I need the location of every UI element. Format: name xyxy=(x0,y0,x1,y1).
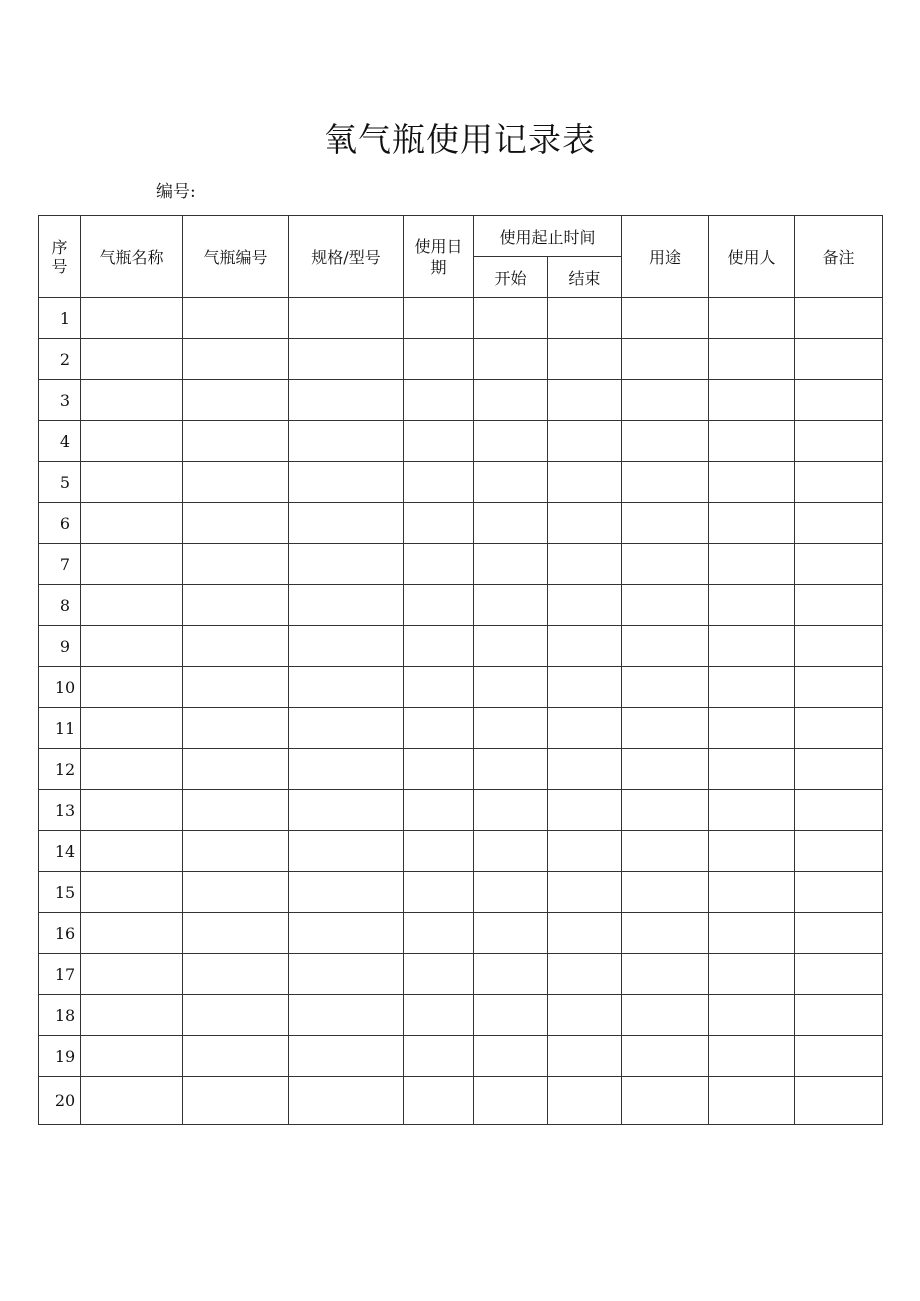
cell-cylinder-name[interactable] xyxy=(81,708,183,749)
cell-start-time[interactable] xyxy=(474,421,548,462)
cell-use-date[interactable] xyxy=(404,790,474,831)
cell-start-time[interactable] xyxy=(474,1036,548,1077)
cell-end-time[interactable] xyxy=(548,708,622,749)
cell-purpose[interactable] xyxy=(622,708,709,749)
cell-remarks[interactable] xyxy=(795,749,883,790)
cell-use-date[interactable] xyxy=(404,954,474,995)
cell-remarks[interactable] xyxy=(795,503,883,544)
cell-purpose[interactable] xyxy=(622,749,709,790)
cell-start-time[interactable] xyxy=(474,380,548,421)
table-row xyxy=(39,708,883,749)
cell-end-time[interactable] xyxy=(548,1077,622,1125)
cell-cylinder-number[interactable] xyxy=(183,626,289,667)
cell-user[interactable] xyxy=(709,790,795,831)
cell-end-time[interactable] xyxy=(548,339,622,380)
header-spec-model: 规格/型号 xyxy=(289,216,404,298)
cell-purpose[interactable] xyxy=(622,503,709,544)
cell-end-time[interactable] xyxy=(548,462,622,503)
cell-user[interactable] xyxy=(709,544,795,585)
cell-cylinder-name[interactable] xyxy=(81,1036,183,1077)
cell-remarks[interactable] xyxy=(795,298,883,339)
cell-cylinder-number[interactable] xyxy=(183,585,289,626)
cell-spec-model[interactable] xyxy=(289,462,404,503)
row-number: 13 xyxy=(39,790,81,831)
cell-purpose[interactable] xyxy=(622,667,709,708)
cell-purpose[interactable] xyxy=(622,1077,709,1125)
header-user: 使用人 xyxy=(709,216,795,298)
table-row xyxy=(39,626,883,667)
cell-cylinder-name[interactable] xyxy=(81,585,183,626)
row-number: 17 xyxy=(39,954,81,995)
cell-use-date[interactable] xyxy=(404,585,474,626)
table-row xyxy=(39,954,883,995)
cell-remarks[interactable] xyxy=(795,585,883,626)
cell-remarks[interactable] xyxy=(795,544,883,585)
cell-user[interactable] xyxy=(709,708,795,749)
header-use-date: 使用日期 xyxy=(404,216,474,298)
cell-cylinder-number[interactable] xyxy=(183,831,289,872)
cell-spec-model[interactable] xyxy=(289,995,404,1036)
cell-use-date[interactable] xyxy=(404,380,474,421)
cell-cylinder-name[interactable] xyxy=(81,954,183,995)
cell-end-time[interactable] xyxy=(548,913,622,954)
cell-cylinder-name[interactable] xyxy=(81,913,183,954)
cell-remarks[interactable] xyxy=(795,380,883,421)
cell-purpose[interactable] xyxy=(622,544,709,585)
table-row xyxy=(39,585,883,626)
cell-remarks[interactable] xyxy=(795,790,883,831)
header-cylinder-name: 气瓶名称 xyxy=(81,216,183,298)
cell-spec-model[interactable] xyxy=(289,503,404,544)
cell-purpose[interactable] xyxy=(622,995,709,1036)
cell-end-time[interactable] xyxy=(548,421,622,462)
cell-use-date[interactable] xyxy=(404,503,474,544)
cell-cylinder-name[interactable] xyxy=(81,339,183,380)
cell-start-time[interactable] xyxy=(474,831,548,872)
header-start: 开始 xyxy=(474,257,548,298)
cell-spec-model[interactable] xyxy=(289,872,404,913)
row-number: 20 xyxy=(39,1077,81,1125)
cell-cylinder-name[interactable] xyxy=(81,462,183,503)
cell-user[interactable] xyxy=(709,749,795,790)
cell-purpose[interactable] xyxy=(622,626,709,667)
cell-start-time[interactable] xyxy=(474,913,548,954)
cell-end-time[interactable] xyxy=(548,298,622,339)
cell-cylinder-number[interactable] xyxy=(183,995,289,1036)
cell-start-time[interactable] xyxy=(474,667,548,708)
cell-end-time[interactable] xyxy=(548,749,622,790)
cell-cylinder-number[interactable] xyxy=(183,872,289,913)
header-purpose: 用途 xyxy=(622,216,709,298)
row-number: 6 xyxy=(39,503,81,544)
cell-user[interactable] xyxy=(709,872,795,913)
cell-use-date[interactable] xyxy=(404,626,474,667)
cell-spec-model[interactable] xyxy=(289,421,404,462)
cell-start-time[interactable] xyxy=(474,503,548,544)
cell-remarks[interactable] xyxy=(795,954,883,995)
cell-start-time[interactable] xyxy=(474,749,548,790)
cell-cylinder-number[interactable] xyxy=(183,749,289,790)
cell-remarks[interactable] xyxy=(795,872,883,913)
cell-remarks[interactable] xyxy=(795,626,883,667)
cell-spec-model[interactable] xyxy=(289,708,404,749)
table-row xyxy=(39,380,883,421)
table-header xyxy=(39,216,883,298)
cell-spec-model[interactable] xyxy=(289,585,404,626)
cell-cylinder-name[interactable] xyxy=(81,1077,183,1125)
cell-cylinder-number[interactable] xyxy=(183,954,289,995)
table-row xyxy=(39,544,883,585)
cell-cylinder-number[interactable] xyxy=(183,503,289,544)
cell-remarks[interactable] xyxy=(795,462,883,503)
header-cylinder-number: 气瓶编号 xyxy=(183,216,289,298)
cell-spec-model[interactable] xyxy=(289,831,404,872)
cell-end-time[interactable] xyxy=(548,831,622,872)
cell-remarks[interactable] xyxy=(795,1077,883,1125)
cell-purpose[interactable] xyxy=(622,913,709,954)
cell-user[interactable] xyxy=(709,1036,795,1077)
table-row xyxy=(39,790,883,831)
cell-start-time[interactable] xyxy=(474,995,548,1036)
cell-start-time[interactable] xyxy=(474,872,548,913)
cell-purpose[interactable] xyxy=(622,831,709,872)
row-number: 11 xyxy=(39,708,81,749)
cell-cylinder-number[interactable] xyxy=(183,380,289,421)
cell-user[interactable] xyxy=(709,831,795,872)
table-row xyxy=(39,995,883,1036)
cell-cylinder-name[interactable] xyxy=(81,626,183,667)
table-row xyxy=(39,421,883,462)
cell-cylinder-name[interactable] xyxy=(81,544,183,585)
cell-cylinder-name[interactable] xyxy=(81,503,183,544)
cell-use-date[interactable] xyxy=(404,667,474,708)
row-number: 2 xyxy=(39,339,81,380)
cell-spec-model[interactable] xyxy=(289,380,404,421)
cell-spec-model[interactable] xyxy=(289,954,404,995)
table-row xyxy=(39,1077,883,1125)
row-number: 5 xyxy=(39,462,81,503)
cell-end-time[interactable] xyxy=(548,667,622,708)
cell-use-date[interactable] xyxy=(404,831,474,872)
page-title: 氧气瓶使用记录表 xyxy=(324,120,596,159)
row-number: 7 xyxy=(39,544,81,585)
cell-user[interactable] xyxy=(709,462,795,503)
cell-end-time[interactable] xyxy=(548,544,622,585)
cell-use-date[interactable] xyxy=(404,1077,474,1125)
cell-spec-model[interactable] xyxy=(289,544,404,585)
cell-remarks[interactable] xyxy=(795,995,883,1036)
cell-spec-model[interactable] xyxy=(289,790,404,831)
cell-user[interactable] xyxy=(709,298,795,339)
cell-spec-model[interactable] xyxy=(289,749,404,790)
doc-number-label: 编号: xyxy=(156,182,196,202)
cell-use-date[interactable] xyxy=(404,462,474,503)
cell-purpose[interactable] xyxy=(622,872,709,913)
cell-purpose[interactable] xyxy=(622,380,709,421)
cell-remarks[interactable] xyxy=(795,831,883,872)
cell-remarks[interactable] xyxy=(795,708,883,749)
table-row xyxy=(39,339,883,380)
cell-user[interactable] xyxy=(709,667,795,708)
cell-use-date[interactable] xyxy=(404,913,474,954)
cell-end-time[interactable] xyxy=(548,954,622,995)
table-row xyxy=(39,749,883,790)
cell-remarks[interactable] xyxy=(795,1036,883,1077)
cell-end-time[interactable] xyxy=(548,995,622,1036)
cell-cylinder-number[interactable] xyxy=(183,790,289,831)
row-number: 16 xyxy=(39,913,81,954)
cell-start-time[interactable] xyxy=(474,462,548,503)
cell-user[interactable] xyxy=(709,954,795,995)
cell-remarks[interactable] xyxy=(795,913,883,954)
cell-cylinder-number[interactable] xyxy=(183,421,289,462)
cell-purpose[interactable] xyxy=(622,790,709,831)
cell-cylinder-name[interactable] xyxy=(81,380,183,421)
cell-cylinder-number[interactable] xyxy=(183,339,289,380)
row-number: 15 xyxy=(39,872,81,913)
row-number: 4 xyxy=(39,421,81,462)
table-row xyxy=(39,1036,883,1077)
cell-use-date[interactable] xyxy=(404,995,474,1036)
cell-spec-model[interactable] xyxy=(289,339,404,380)
cell-cylinder-number[interactable] xyxy=(183,1036,289,1077)
cell-cylinder-number[interactable] xyxy=(183,462,289,503)
cell-end-time[interactable] xyxy=(548,380,622,421)
table-row xyxy=(39,298,883,339)
cell-purpose[interactable] xyxy=(622,954,709,995)
cell-purpose[interactable] xyxy=(622,1036,709,1077)
header-time-range: 使用起止时间 xyxy=(474,216,622,257)
cell-user[interactable] xyxy=(709,913,795,954)
row-number: 10 xyxy=(39,667,81,708)
cell-purpose[interactable] xyxy=(622,339,709,380)
row-number: 12 xyxy=(39,749,81,790)
table-row xyxy=(39,503,883,544)
cell-end-time[interactable] xyxy=(548,626,622,667)
cell-spec-model[interactable] xyxy=(289,913,404,954)
cell-purpose[interactable] xyxy=(622,585,709,626)
table-row xyxy=(39,872,883,913)
cell-user[interactable] xyxy=(709,380,795,421)
table-row xyxy=(39,462,883,503)
cell-start-time[interactable] xyxy=(474,708,548,749)
cell-remarks[interactable] xyxy=(795,667,883,708)
row-number: 19 xyxy=(39,1036,81,1077)
cell-cylinder-number[interactable] xyxy=(183,667,289,708)
cell-use-date[interactable] xyxy=(404,708,474,749)
oxygen-cylinder-log-table xyxy=(38,215,883,1125)
header-seq: 序号 xyxy=(39,216,81,298)
table-row xyxy=(39,831,883,872)
cell-cylinder-name[interactable] xyxy=(81,298,183,339)
cell-cylinder-name[interactable] xyxy=(81,790,183,831)
cell-spec-model[interactable] xyxy=(289,1036,404,1077)
cell-end-time[interactable] xyxy=(548,872,622,913)
cell-cylinder-number[interactable] xyxy=(183,708,289,749)
cell-start-time[interactable] xyxy=(474,626,548,667)
cell-use-date[interactable] xyxy=(404,872,474,913)
cell-user[interactable] xyxy=(709,421,795,462)
table-row xyxy=(39,667,883,708)
cell-start-time[interactable] xyxy=(474,1077,548,1125)
cell-spec-model[interactable] xyxy=(289,667,404,708)
cell-purpose[interactable] xyxy=(622,462,709,503)
cell-use-date[interactable] xyxy=(404,1036,474,1077)
cell-user[interactable] xyxy=(709,503,795,544)
cell-use-date[interactable] xyxy=(404,298,474,339)
cell-user[interactable] xyxy=(709,626,795,667)
cell-purpose[interactable] xyxy=(622,298,709,339)
cell-end-time[interactable] xyxy=(548,790,622,831)
cell-cylinder-number[interactable] xyxy=(183,298,289,339)
row-number: 14 xyxy=(39,831,81,872)
cell-start-time[interactable] xyxy=(474,298,548,339)
row-number: 3 xyxy=(39,380,81,421)
cell-start-time[interactable] xyxy=(474,585,548,626)
cell-cylinder-name[interactable] xyxy=(81,995,183,1036)
table-body xyxy=(39,298,883,1125)
cell-cylinder-name[interactable] xyxy=(81,667,183,708)
cell-cylinder-number[interactable] xyxy=(183,544,289,585)
cell-start-time[interactable] xyxy=(474,544,548,585)
cell-user[interactable] xyxy=(709,339,795,380)
cell-cylinder-name[interactable] xyxy=(81,831,183,872)
cell-end-time[interactable] xyxy=(548,503,622,544)
table-row xyxy=(39,913,883,954)
cell-cylinder-number[interactable] xyxy=(183,913,289,954)
cell-start-time[interactable] xyxy=(474,339,548,380)
cell-cylinder-name[interactable] xyxy=(81,749,183,790)
row-number: 9 xyxy=(39,626,81,667)
cell-start-time[interactable] xyxy=(474,954,548,995)
header-end: 结束 xyxy=(548,257,622,298)
cell-user[interactable] xyxy=(709,995,795,1036)
header-remarks: 备注 xyxy=(795,216,883,298)
cell-purpose[interactable] xyxy=(622,421,709,462)
cell-cylinder-number[interactable] xyxy=(183,1077,289,1125)
cell-use-date[interactable] xyxy=(404,339,474,380)
row-number: 8 xyxy=(39,585,81,626)
cell-end-time[interactable] xyxy=(548,585,622,626)
row-number: 18 xyxy=(39,995,81,1036)
cell-user[interactable] xyxy=(709,1077,795,1125)
cell-use-date[interactable] xyxy=(404,421,474,462)
cell-cylinder-name[interactable] xyxy=(81,872,183,913)
cell-start-time[interactable] xyxy=(474,790,548,831)
row-number: 1 xyxy=(39,298,81,339)
cell-spec-model[interactable] xyxy=(289,1077,404,1125)
cell-use-date[interactable] xyxy=(404,749,474,790)
cell-user[interactable] xyxy=(709,585,795,626)
cell-remarks[interactable] xyxy=(795,421,883,462)
cell-end-time[interactable] xyxy=(548,1036,622,1077)
cell-remarks[interactable] xyxy=(795,339,883,380)
cell-spec-model[interactable] xyxy=(289,298,404,339)
cell-cylinder-name[interactable] xyxy=(81,421,183,462)
cell-spec-model[interactable] xyxy=(289,626,404,667)
cell-use-date[interactable] xyxy=(404,544,474,585)
